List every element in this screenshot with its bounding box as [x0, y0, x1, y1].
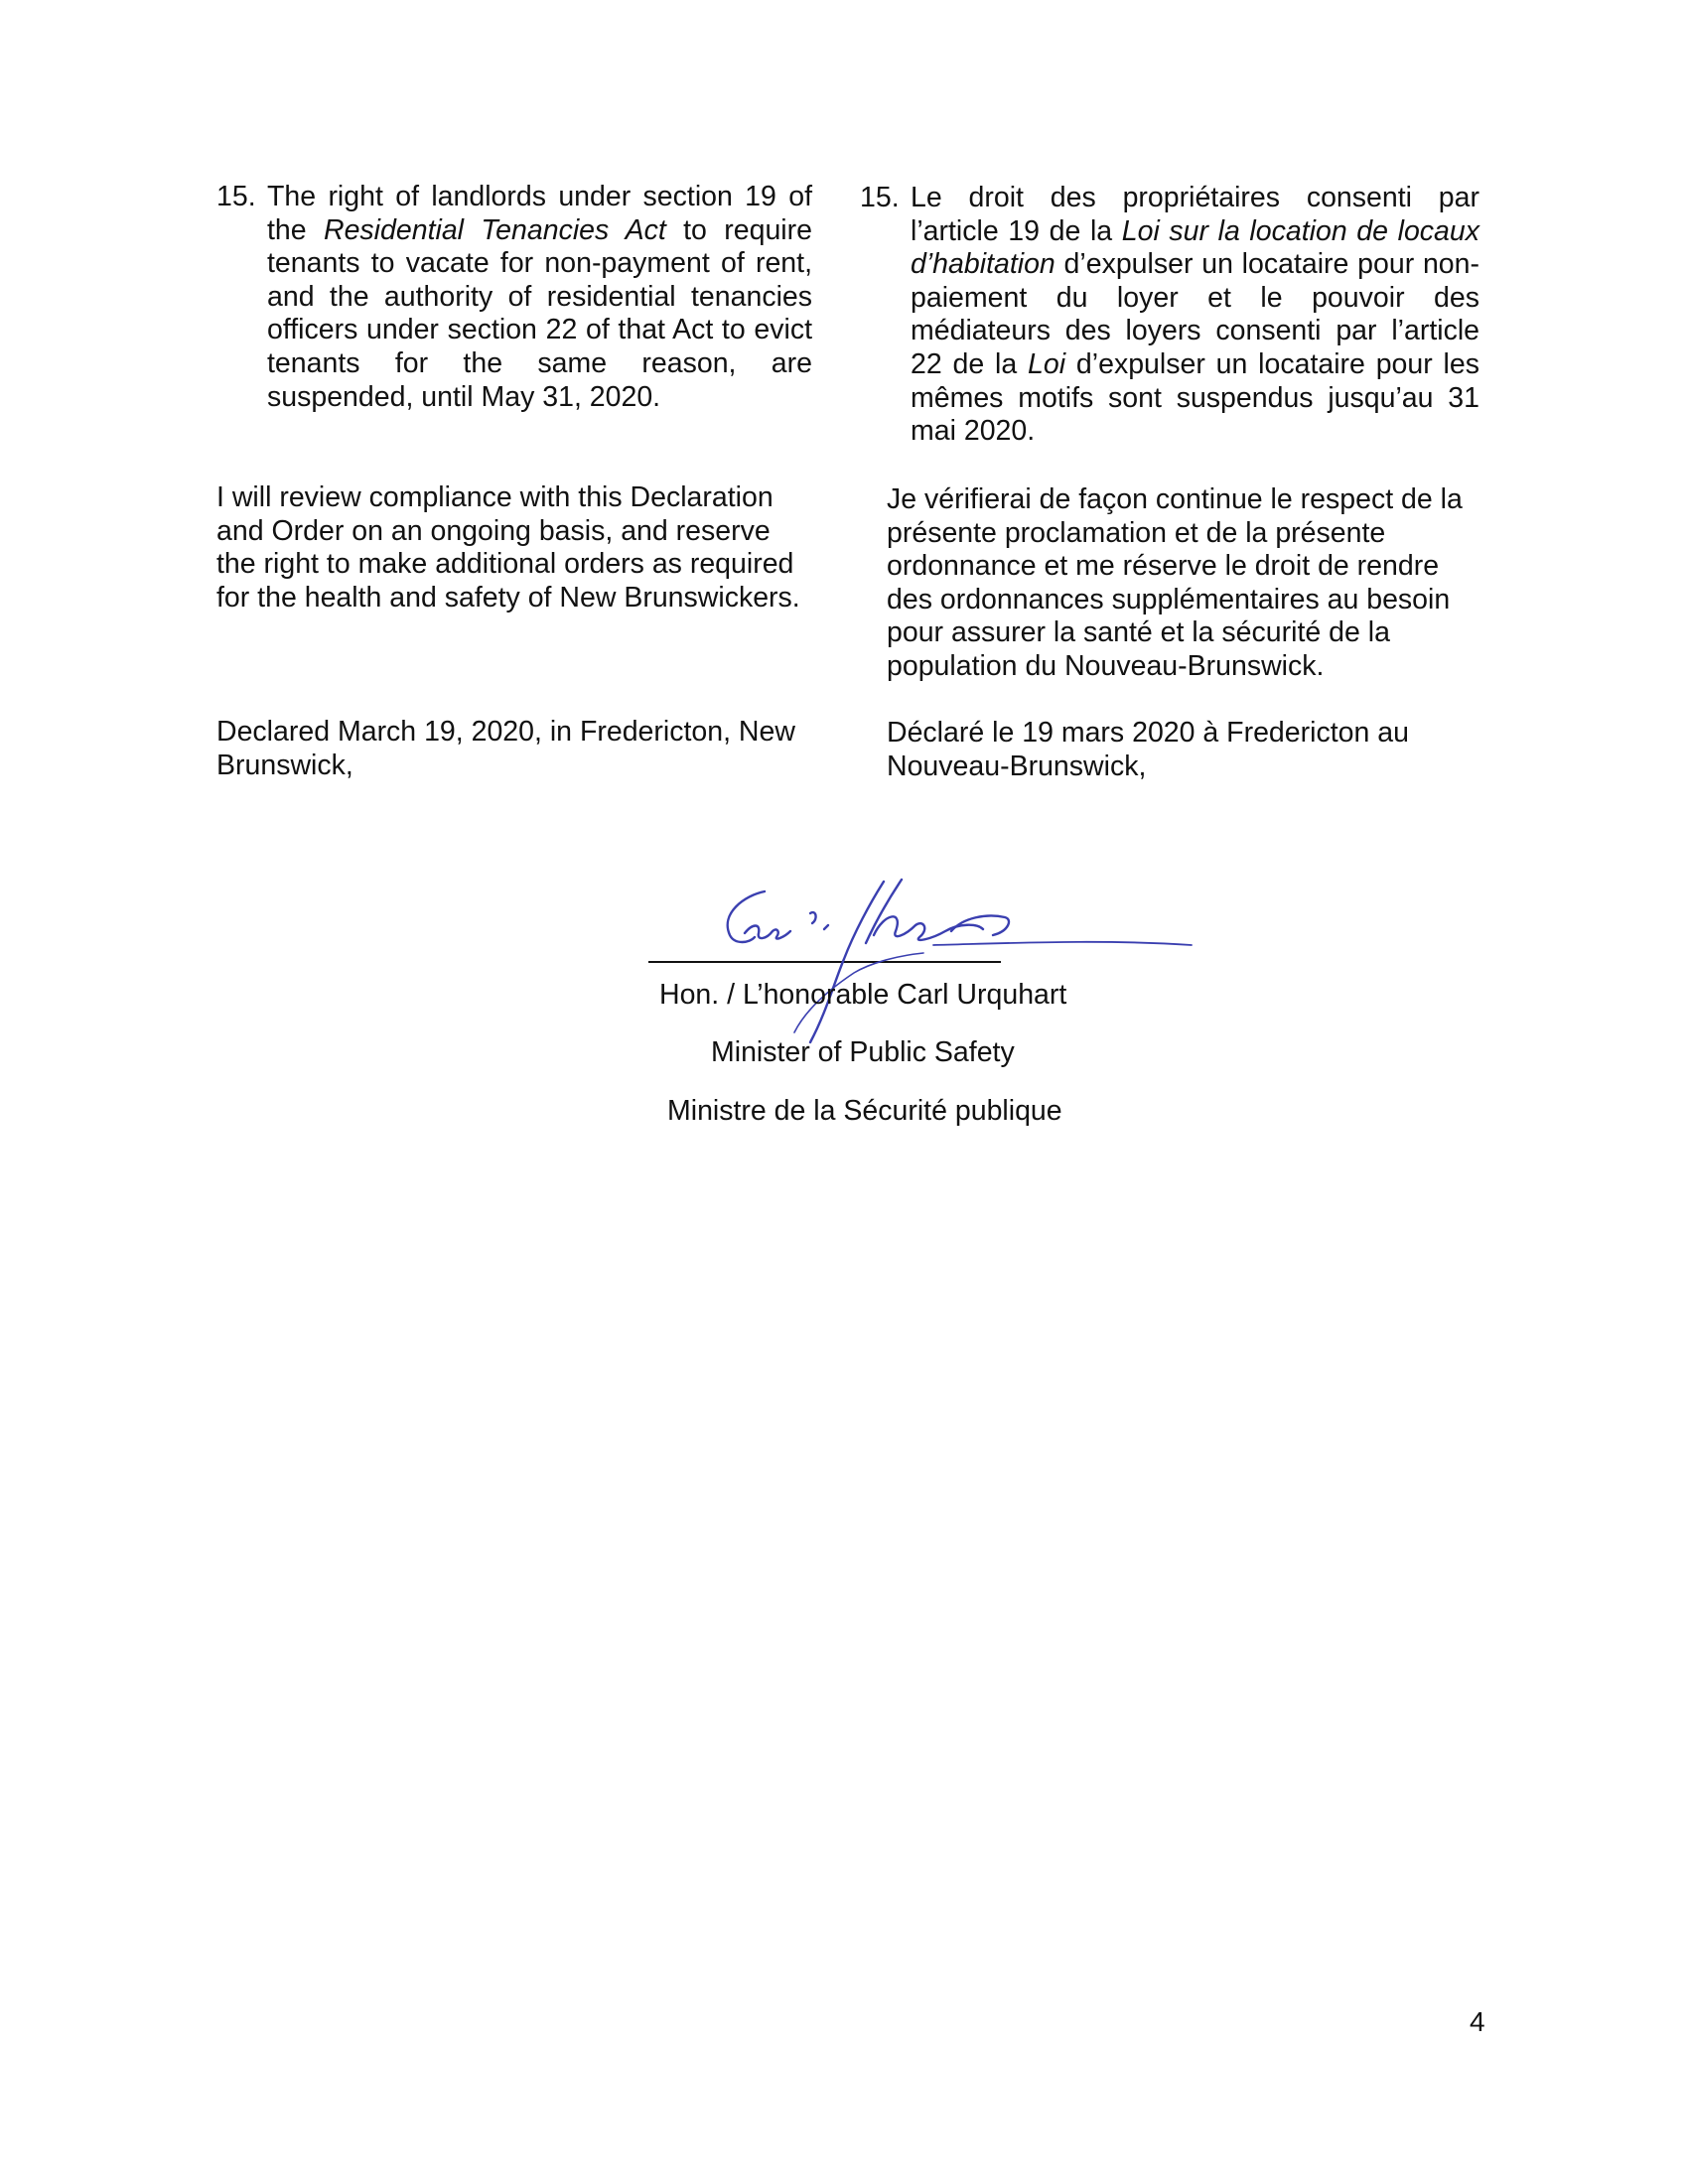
act-short-fr: Loi — [1028, 347, 1066, 380]
item-15-fr-text: Le droit des propriétaires consenti par l’article 19 de la Loi sur la location de locaux d’habitation d’expulser un locataire pour non-paiement du loyer et le pouvoir des médiateurs des loyers consenti par l’article 22 de la Loi d’expulser un locataire pour les mêmes motifs sont suspendus jusqu’au 31 mai 2020. — [911, 182, 1479, 448]
item-15-en — [216, 181, 812, 414]
item-15-fr — [860, 182, 1479, 449]
minister-title-fr: Ministre de la Sécurité publique — [667, 1095, 1062, 1127]
signature-block — [635, 874, 1231, 1161]
item-15-en-text: The right of landlords under section 19 of the Residential Tenancies Act to require tenants to vacate for non-payment of rent, and the authority of residential tenancies officers under section 22 of that Act to evict tenants for the same reason, are suspended, until May 31, 2020. — [267, 181, 812, 413]
act-name-en: Residential Tenancies Act — [324, 213, 666, 246]
act-name-fr: Loi sur la location de locaux d’habitation — [911, 214, 1479, 281]
page-number: 4 — [1470, 2006, 1485, 2037]
declared-en: Declared March 19, 2020, in Fredericton, New Brunswick, — [216, 716, 795, 781]
item-number: 15. — [216, 181, 256, 212]
review-paragraph-fr: Je vérifierai de façon continue le respect de la présente proclamation et de la présente ordonnance et me réserve le droit de rendre des ordonnances supplémentaires au besoin pour assurer la santé et la sécurité de la population du Nouveau-Brunswick. — [887, 483, 1463, 682]
declared-fr: Déclaré le 19 mars 2020 à Fredericton au Nouveau-Brunswick, — [887, 717, 1409, 782]
item-number: 15. — [860, 182, 900, 213]
minister-name: Hon. / L’honorable Carl Urquhart — [659, 979, 1067, 1011]
minister-title-en: Minister of Public Safety — [711, 1036, 1015, 1068]
review-paragraph-en: I will review compliance with this Declaration and Order on an ongoing basis, and reserve the right to make additional orders as required for the health and safety of New Brunswickers. — [216, 481, 800, 614]
